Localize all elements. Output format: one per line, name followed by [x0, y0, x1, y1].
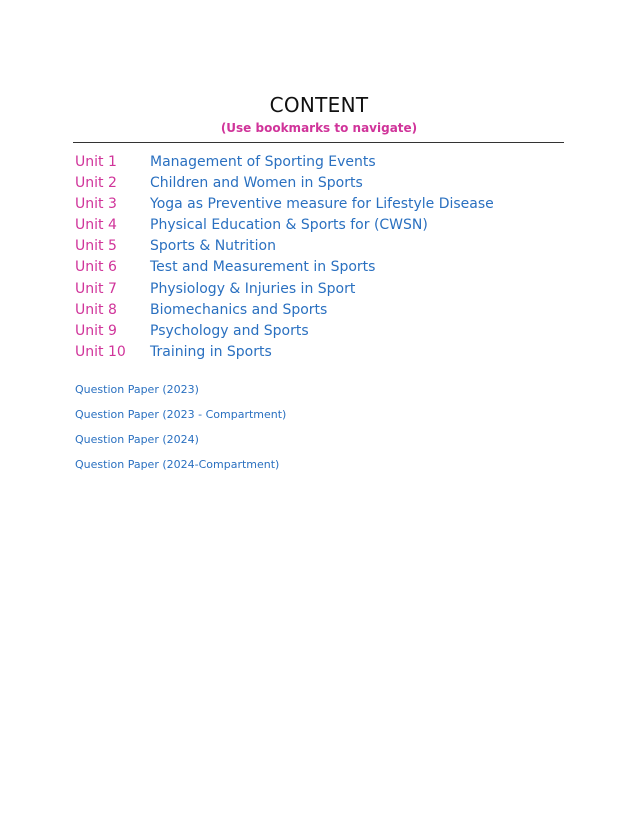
unit-title: Management of Sporting Events — [150, 154, 376, 170]
unit-title: Children and Women in Sports — [150, 175, 363, 192]
unit-number: Unit 6 — [75, 259, 117, 276]
unit-link-1[interactable] — [75, 152, 575, 173]
question-paper-link-2023-compartment[interactable]: Question Paper (2023 - Compartment) — [75, 408, 287, 421]
question-paper-list — [75, 381, 575, 481]
unit-number: Unit 3 — [75, 196, 117, 213]
unit-link-7[interactable] — [75, 279, 575, 300]
navigation-hint: (Use bookmarks to navigate) — [220, 121, 418, 135]
unit-number: Unit 4 — [75, 217, 117, 234]
unit-title: Physiology & Injuries in Sport — [150, 280, 356, 297]
unit-link-5[interactable] — [75, 236, 575, 257]
unit-link-10[interactable] — [75, 342, 575, 363]
unit-number: Unit 8 — [75, 301, 117, 318]
question-paper-link-2024-compartment[interactable]: Question Paper (2024-Compartment) — [75, 458, 280, 471]
unit-link-3[interactable] — [75, 194, 575, 215]
unit-list — [75, 152, 575, 363]
unit-title: Yoga as Preventive measure for Lifestyle Disease — [150, 196, 494, 213]
unit-link-8[interactable] — [75, 300, 575, 321]
unit-link-9[interactable] — [75, 321, 575, 342]
unit-number: Unit 1 — [75, 154, 117, 170]
unit-title: Physical Education & Sports for (CWSN) — [150, 217, 428, 234]
unit-title: Sports & Nutrition — [150, 238, 276, 255]
page-title: CONTENT — [269, 93, 369, 117]
question-paper-link-2023[interactable]: Question Paper (2023) — [75, 383, 199, 396]
unit-number: Unit 5 — [75, 238, 117, 255]
unit-link-2[interactable] — [75, 173, 575, 194]
title-divider — [73, 142, 564, 143]
unit-title: Training in Sports — [150, 343, 272, 360]
unit-number: Unit 2 — [75, 175, 117, 192]
unit-number: Unit 10 — [75, 343, 126, 360]
unit-number: Unit 7 — [75, 280, 117, 297]
question-paper-link-2024[interactable]: Question Paper (2024) — [75, 433, 199, 446]
unit-link-6[interactable] — [75, 257, 575, 278]
unit-title: Biomechanics and Sports — [150, 301, 328, 318]
unit-link-4[interactable] — [75, 215, 575, 236]
unit-title: Test and Measurement in Sports — [150, 259, 376, 276]
unit-title: Psychology and Sports — [150, 322, 309, 339]
unit-number: Unit 9 — [75, 322, 117, 339]
